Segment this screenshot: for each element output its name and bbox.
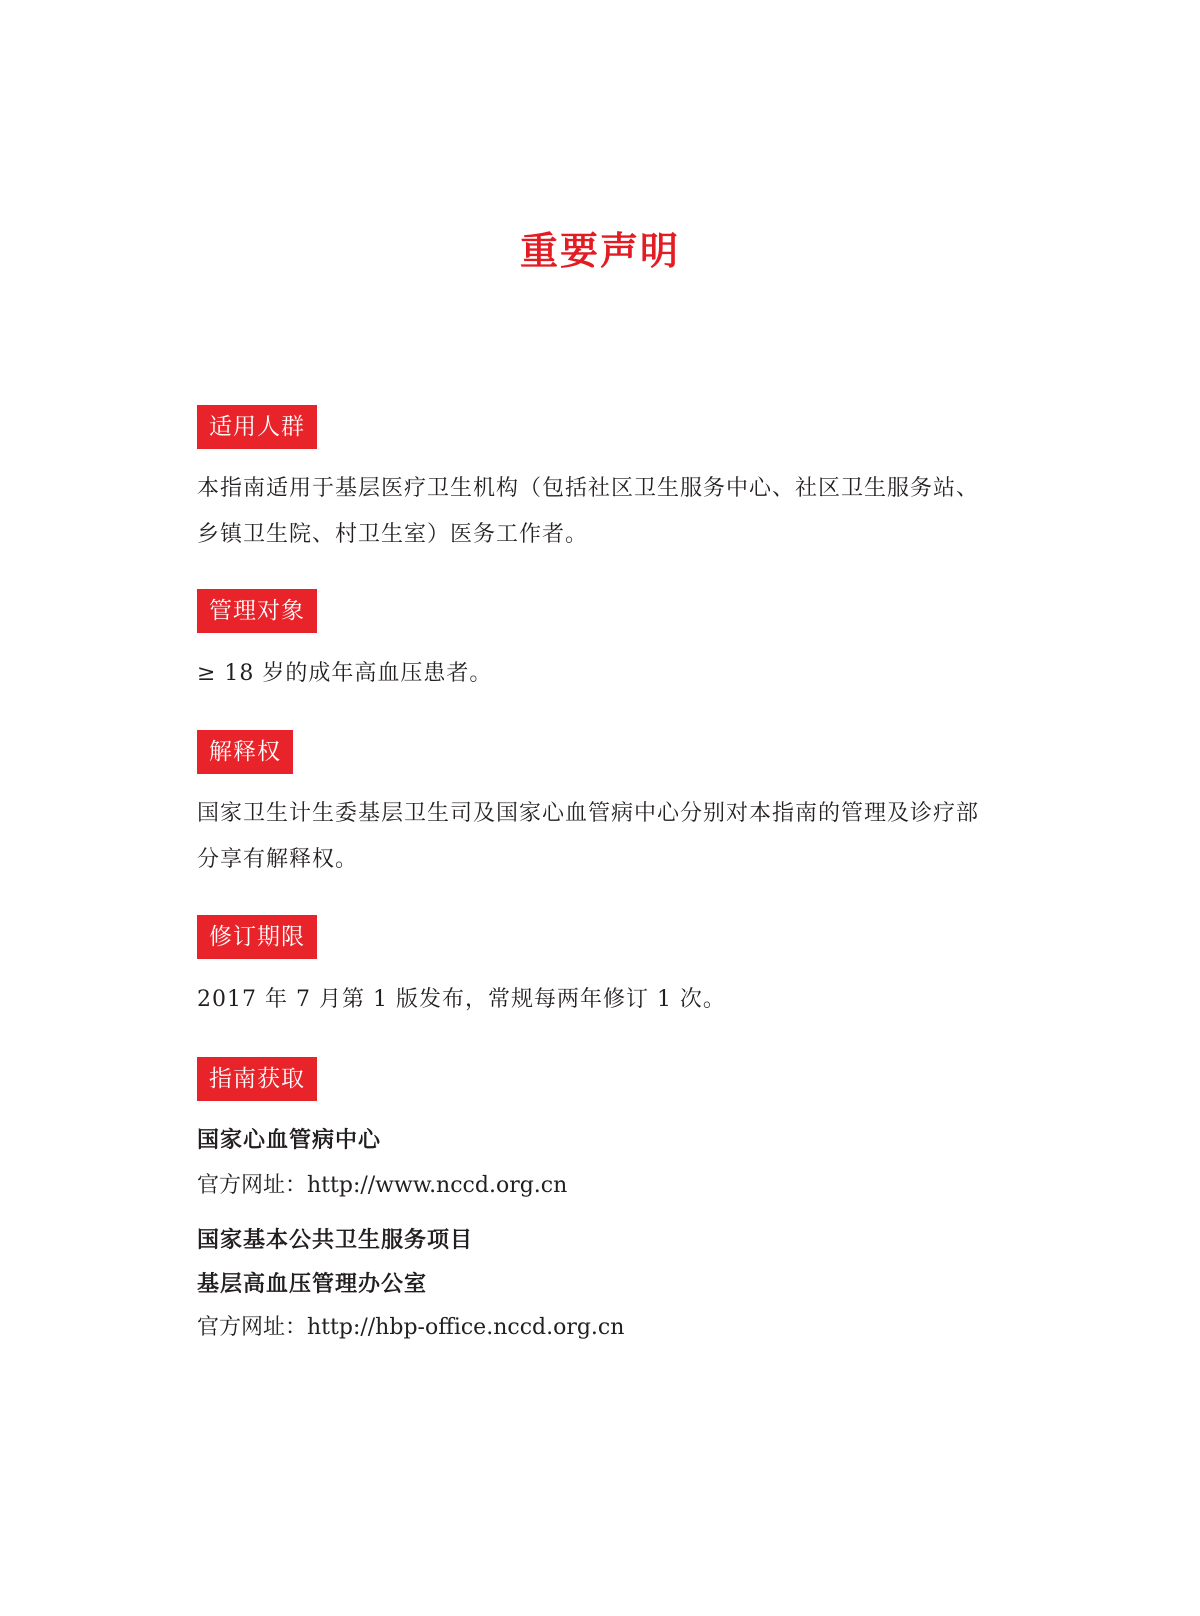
section-label-target: 管理对象 — [197, 589, 317, 633]
org1-website-line — [197, 1163, 567, 1209]
page-title: 重要声明 — [519, 228, 680, 273]
section-label-revision: 修订期限 — [197, 915, 317, 959]
target-text: ≥ 18 岁的成年高血压患者。 — [197, 661, 493, 686]
org2-website-line — [197, 1305, 624, 1351]
section-label-access: 指南获取 — [197, 1057, 317, 1101]
interpretation-text-line-1: 国家卫生计生委基层卫生司及国家心血管病中心分别对本指南的管理及诊疗部 — [197, 801, 980, 826]
org2-name-line-2: 基层高血压管理办公室 — [197, 1272, 428, 1297]
org2-website-link[interactable]: http://hbp-office.nccd.org.cn — [307, 1315, 625, 1340]
section-label-audience: 适用人群 — [197, 405, 317, 449]
interpretation-text-line-2: 分享有解释权。 — [197, 847, 359, 872]
org1-website-link[interactable]: http://www.nccd.org.cn — [307, 1173, 568, 1198]
org1-website-prefix: 官方网址： — [197, 1173, 308, 1198]
audience-text-line-1: 本指南适用于基层医疗卫生机构（包括社区卫生服务中心、社区卫生服务站、 — [197, 476, 980, 501]
section-label-interpretation: 解释权 — [197, 730, 293, 774]
audience-text-line-2: 乡镇卫生院、村卫生室）医务工作者。 — [197, 522, 589, 547]
audience-text — [197, 466, 1017, 558]
interpretation-text — [197, 791, 1017, 883]
org2-name-line-1: 国家基本公共卫生服务项目 — [197, 1228, 474, 1253]
org1-name: 国家心血管病中心 — [197, 1128, 382, 1153]
revision-text: 2017 年 7 月第 1 版发布，常规每两年修订 1 次。 — [197, 987, 726, 1012]
org2-website-prefix: 官方网址： — [197, 1315, 308, 1340]
